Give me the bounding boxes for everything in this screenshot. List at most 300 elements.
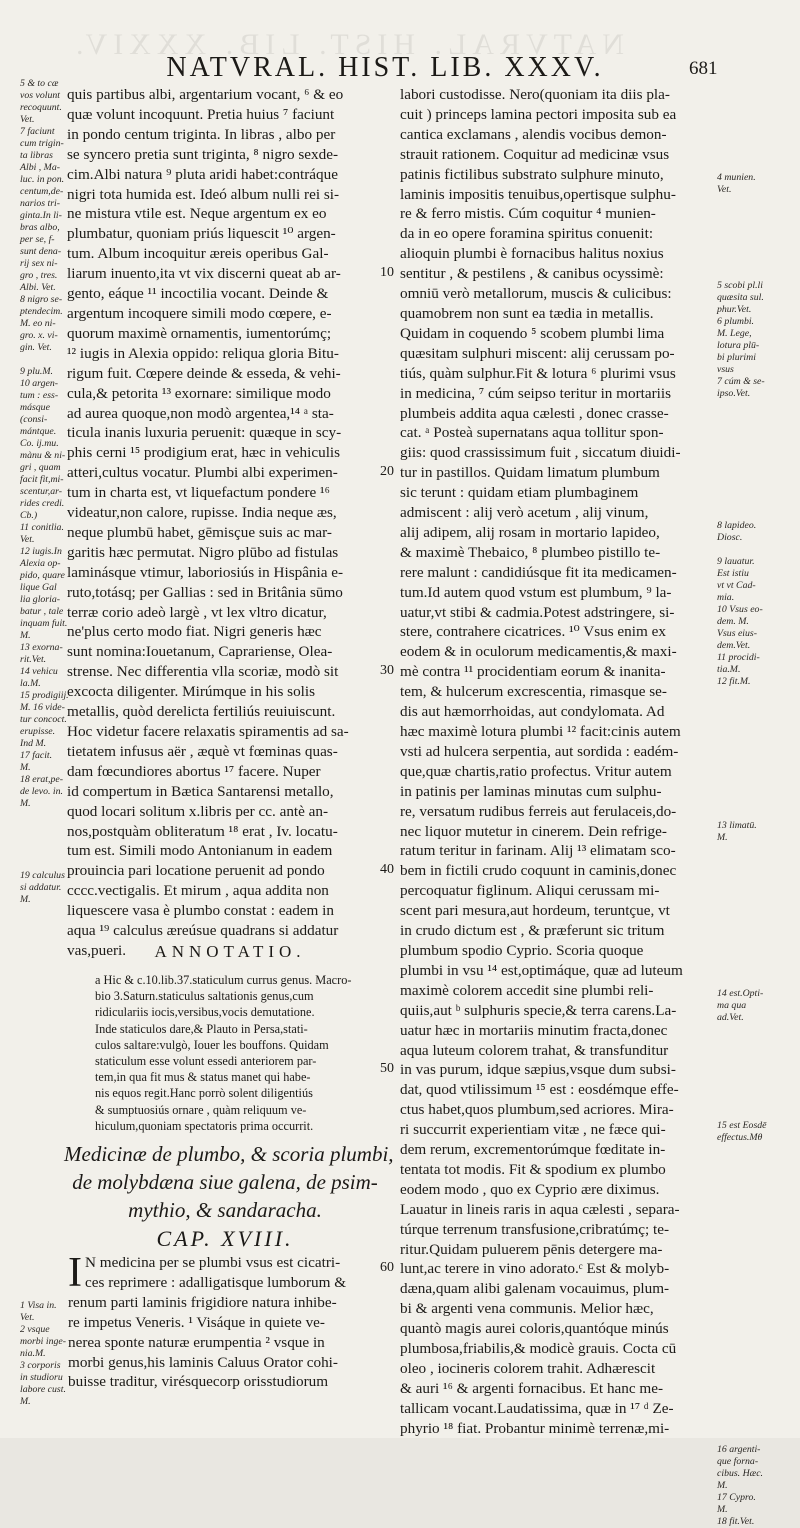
margin-note-line (717, 1264, 793, 1276)
text-line: uatur hæc in mortariis minutim fracta,donec (400, 1021, 668, 1039)
margin-note-line (717, 712, 793, 724)
margin-note-line (717, 796, 793, 808)
margin-note-line: Vet. (20, 534, 35, 545)
text-line: buisse traditur, virésquecorp orisstudiorum (68, 1373, 329, 1391)
margin-note-line (717, 448, 793, 460)
annotation-line: tem,in qua fit mus & status manet qui habe- (95, 1070, 311, 1085)
margin-note-line (717, 124, 793, 136)
margin-note-line (717, 1348, 793, 1360)
margin-note-line (717, 112, 793, 124)
margin-note-line (717, 412, 793, 424)
margin-note-line (717, 136, 793, 148)
margin-note-line (717, 1204, 793, 1216)
text-line: se syncero pretia sunt triginta, ⁸ nigro sexde- (67, 145, 339, 163)
text-line: nec liquor mutetur in cinerem. Dein refrige- (400, 822, 667, 840)
text-line: cim.Albi natura ⁹ pluta aridi habet:contráque (67, 165, 338, 183)
margin-note-line: ta libras (20, 150, 53, 161)
text-line: in crudo dictum est , & præferunt sic tritum (400, 922, 665, 940)
text-line: bem in fictili crudo coquunt in caminis,donec (400, 862, 677, 880)
text-line: aqua ¹⁹ calculus æreúsue quadrans si addatur (67, 922, 339, 940)
margin-note-line (717, 1024, 793, 1036)
right-text-column (400, 85, 715, 1439)
text-line: percoquatur figlinum. Aliqui cerussam mi- (400, 882, 660, 900)
text-line: & auri ¹⁶ & argenti fornacibus. Et hanc me- (400, 1379, 664, 1397)
text-line: sunt nomina:Iouetanum, Caprariense, Olea- (67, 643, 333, 661)
text-line: garitis hæc permutat. Nigro plūbo ad fistulas (67, 543, 339, 561)
text-line: nigri tota humida est. Ideó album nulli rei si- (67, 185, 340, 203)
margin-note-line: 17 facit. (20, 750, 53, 761)
chapter-title (64, 1140, 394, 1224)
text-line: prouincia pari locatione peruenit ad pondo (67, 862, 325, 880)
margin-note-line: Vsus eius- (717, 628, 758, 639)
text-line: ratum teritur in farinam. Alij ¹³ elimatam sco- (400, 842, 676, 860)
text-line: argentum incoquere simili modo cœpere, e- (67, 304, 332, 322)
margin-note-line (20, 354, 64, 366)
line-number: 20 (380, 464, 394, 480)
text-line: ri succurrit experientiam vitæ , ne fæce qui- (400, 1121, 666, 1139)
margin-note-line (717, 1060, 793, 1072)
text-line: cula,& petorita ¹³ exornare: similique modo (67, 384, 331, 402)
margin-note-line (717, 1084, 793, 1096)
margin-note-line: 15 prodigiij. (20, 690, 69, 701)
margin-note-line: M. (20, 630, 31, 641)
text-line: aqua luteum colorem trahat, & transfunditur (400, 1041, 669, 1059)
line-number: 10 (380, 265, 394, 281)
margin-note-line: ipso.Vet. (717, 388, 751, 399)
margin-note-line: 13 limatū. (717, 820, 757, 831)
text-line: dat, quod vtilissimum ¹⁵ est : eosdémque effe- (400, 1081, 679, 1099)
text-line: quod locari solitum x.libris per cc. antè an- (67, 802, 329, 820)
margin-note-line: 18 erat,pe- (20, 774, 63, 785)
text-line: sentitur , & pestilens , & canibus ocyssimè: (400, 265, 664, 283)
margin-note-line: vos volunt (20, 90, 60, 101)
text-line: renum parti laminis frigidiore natura inhibe- (68, 1293, 337, 1311)
margin-note-line: 7 faciunt (20, 126, 55, 137)
margin-note-line (717, 1396, 793, 1408)
text-line: in medicina, ⁷ cúm seipso teritur in mortariis (400, 384, 672, 402)
text-line: eodem modo , quo ex Cyprio ære diximus. (400, 1180, 660, 1198)
margin-note-line (717, 1420, 793, 1432)
text-line: dam fœcundiores abortus ¹⁷ facere. Nuper (67, 762, 321, 780)
margin-note-line (717, 1036, 793, 1048)
margin-note-line (717, 100, 793, 112)
margin-note-line: 7 cúm & se- (717, 376, 765, 387)
margin-note-line (717, 244, 793, 256)
margin-note-line (717, 544, 793, 556)
margin-note-line (717, 1276, 793, 1288)
margin-note-line: morbi inge- (20, 1336, 66, 1347)
right-margin-notes (717, 100, 793, 1528)
annotation-line: Inde staticulos dare,& Plauto in Persa,stati- (95, 1021, 308, 1036)
margin-note-line: M. 16 vide- (20, 702, 65, 713)
annotatio-text (95, 972, 383, 1134)
text-line: ritur.Quidam puluerem pēnis detergere ma- (400, 1240, 663, 1258)
margin-note-line: másque (20, 402, 50, 413)
margin-note-line (717, 1324, 793, 1336)
margin-note-line: facit fit,mi- (20, 474, 64, 485)
text-line: ces reprimere : adalligatisque lumborum & (85, 1273, 347, 1291)
text-line: morbi genus,his laminis Caluus Orator cohi- (68, 1353, 338, 1371)
page-number: 681 (689, 58, 718, 79)
margin-note-line (717, 1252, 793, 1264)
text-line: tum est. Simili modo Antonianum in eadem (67, 842, 333, 860)
text-line: rere malunt : candidiúsque fit ita medicamen- (400, 563, 677, 581)
margin-note-line (717, 784, 793, 796)
text-line: videatur,non calore, rupisse. India neque æs, (67, 504, 337, 522)
annotation-line: staticulum esse volunt essedi anteriorem par- (95, 1054, 317, 1069)
text-line: re, versatum rudibus ferreis aut ferulaceis,do- (400, 802, 677, 820)
text-line: atteri,cultus vocatur. Plumbi albi experimen- (67, 464, 338, 482)
text-line: dæna,quam alibi galenam vocauimus, plum- (400, 1280, 670, 1298)
margin-note-line: M. (717, 1504, 728, 1515)
margin-note-line: 9 lauatur. (717, 556, 755, 567)
margin-note-line (717, 904, 793, 916)
margin-note-line (717, 856, 793, 868)
margin-note-line: Albi , Ma- (20, 162, 60, 173)
margin-note-line: 11 procidi- (717, 652, 760, 663)
margin-note-line: mántque. (20, 426, 57, 437)
margin-note-line: 6 plumbi. (717, 316, 755, 327)
text-line: ctus habet,quos plumbum,sed acriores. Mira- (400, 1101, 674, 1119)
text-line: excocta diligenter. Mirúmque in his solis (67, 683, 316, 701)
margin-note-line (717, 508, 793, 520)
margin-note-line: dem.Vet. (717, 640, 751, 651)
text-line: neque plumbū habet, gēmisçue suis ac mar- (67, 523, 332, 541)
annotation-line: hiculum,quoniam spectatoris prima occurrit. (95, 1118, 314, 1133)
text-line: quæ volunt incoquunt. Pretia huius ⁷ faciunt (67, 105, 335, 123)
text-line: dis aut hæmorrhoidas, aut condylomata. Ad (400, 703, 665, 721)
annotation-line: nis equos regit.Hanc porrò solent diligentiús (95, 1086, 313, 1101)
margin-note-line (717, 1228, 793, 1240)
margin-note-line: Albi. Vet. (20, 282, 56, 293)
text-line: plumbeis addita aqua cælesti , donec crasse- (400, 404, 669, 422)
margin-note-line: 19 calculus (20, 870, 65, 881)
margin-note-line: 1 Visa in. (20, 1300, 57, 1311)
margin-note-line: lotura plū- (717, 340, 760, 351)
annotation-line: ridiculariis iocis,versibus,vocis demutatione. (95, 1005, 315, 1020)
margin-note-line: M. (20, 1396, 31, 1407)
text-line: túrque terrenum transfusione,cribratúmç; te- (400, 1220, 670, 1238)
margin-note-line: 17 Cypro. (717, 1492, 756, 1503)
margin-note-line: luc. in pon. (20, 174, 65, 185)
margin-note-line: 9 plu.M. (20, 366, 53, 377)
left-text-column (67, 85, 379, 961)
text-line: giis: quod crassissimum fuit , siccatum diuidi- (400, 444, 681, 462)
text-line: in vas purum, idque sæpius,vsque dum subsi- (400, 1061, 676, 1079)
margin-note-line: 12 fit.M. (717, 676, 751, 687)
margin-note-line (717, 808, 793, 820)
line-number: 30 (380, 663, 394, 679)
margin-note-line (717, 496, 793, 508)
margin-note-line (717, 232, 793, 244)
margin-note-line: que forna- (717, 1456, 759, 1467)
margin-note-line: M. (20, 798, 31, 809)
text-line: lunt,ac terere in vino adorato.ᶜ Est & molyb- (400, 1260, 670, 1278)
text-line: re & ferro mistis. Cúm coquitur ⁴ munien- (400, 205, 656, 223)
margin-note-line: 12 iugis.In (20, 546, 62, 557)
margin-note-line (717, 1312, 793, 1324)
margin-note-line: erupisse. (20, 726, 56, 737)
margin-note-line: recoquunt. (20, 102, 62, 113)
text-line: liarum inuento,ita vt vix discerni queat ab ar- (67, 265, 341, 283)
margin-note-line (717, 1168, 793, 1180)
margin-note-line (717, 1216, 793, 1228)
margin-note-line (717, 892, 793, 904)
text-line: uatur,vt stibi & cadmia.Potest adstringere, si- (400, 603, 675, 621)
margin-note-line (717, 880, 793, 892)
text-line: plumbi in vsu ¹⁴ est,optimáque, quæ ad luteum (400, 961, 683, 979)
margin-note-line (717, 1192, 793, 1204)
margin-note-line: per se, f- (20, 234, 55, 245)
text-line: quiis,aut ᵇ sulphuris specie,& terra carens.La- (400, 1001, 677, 1019)
text-line: phyrio ¹⁸ fiat. Probantur minimè terrenæ,mi- (400, 1419, 670, 1437)
text-line: in pondo centum triginta. In libras , albo per (67, 125, 336, 143)
margin-note-line: inquam fuit. (20, 618, 68, 629)
margin-note-line: M. (20, 894, 31, 905)
line-number: 40 (380, 862, 394, 878)
text-line: omniū verò metallorum, muscis & culicibus: (400, 285, 672, 303)
text-line: ruto,totásq; per Gallias : sed in Britânia sūmo (67, 583, 343, 601)
text-line: terræ corio adeò largè , vt lex vltro dicatur, (67, 603, 327, 621)
margin-note-line: in studioru (20, 1372, 63, 1383)
margin-note-line (717, 148, 793, 160)
text-line: bi & argenti vena communis. Melior hæc, (400, 1300, 654, 1318)
margin-note-line: 3 corporis (20, 1360, 61, 1371)
text-line: tiús, quàm sulphur.Fit & lotura ⁶ plurimi vsus (400, 364, 676, 382)
text-line: hæc maximè lotura plumbi ¹² facit:cinis autem (400, 723, 681, 740)
text-line: ne'plus certo modo fiat. Nigri generis hæc (67, 623, 322, 641)
margin-note-line: Vet. (20, 1312, 35, 1323)
text-line: que,quæ chartis,ratio profectus. Vritur autem (400, 762, 672, 780)
margin-note-line: Vet. (717, 184, 732, 195)
margin-note-line (717, 868, 793, 880)
text-line: Lauatur in lineis raris in aqua cælesti , separa- (400, 1200, 680, 1218)
text-line: N medicina per se plumbi vsus est cicatri- (85, 1254, 341, 1271)
margin-note-line: tur concoct. (20, 714, 67, 725)
text-line: dem rerum, excrementorúmque fœditate in- (400, 1141, 666, 1159)
text-line: nerea sponte naturæ erumpentia ² vsque in (68, 1333, 325, 1351)
margin-note-line (20, 810, 64, 822)
margin-note-line: ad.Vet. (717, 1012, 744, 1023)
margin-note-line: sunt dena- (20, 246, 62, 257)
text-line: vas,pueri. (67, 941, 127, 959)
margin-note-line: lia gloria- (20, 594, 61, 605)
margin-note-line (717, 940, 793, 952)
text-line: quæsitam sulphuri miscent: alij cerussam po- (400, 344, 675, 362)
margin-note-line: 8 nigro se- (20, 294, 63, 305)
text-line: tem, & hulcerum excrescentia, rimasque se- (400, 683, 667, 701)
margin-note-line: 8 lapideo. (717, 520, 757, 531)
margin-note-line: cibus. Hæc. (717, 1468, 763, 1479)
margin-note-line: 4 munien. (717, 172, 756, 183)
line-number: 50 (380, 1061, 394, 1077)
text-line: Quidam in coquendo ⁵ scobem plumbi lima (400, 324, 665, 342)
text-line: patinis fictilibus substrato sulphure minuto, (400, 165, 664, 183)
margin-note-line (717, 772, 793, 784)
chapter-title-line: de molybdæna siue galena, de psim- (72, 1170, 378, 1194)
margin-note-line (717, 688, 793, 700)
text-line: tum. Album incoquitur æreis operibus Gal- (67, 245, 329, 263)
annotatio-heading: ANNOTATIO. (154, 942, 306, 961)
margin-note-line: ma qua (717, 1000, 747, 1011)
margin-note-line (717, 928, 793, 940)
margin-note-line: M. (717, 832, 728, 843)
margin-note-line (717, 1048, 793, 1060)
margin-note-line: 5 scobi pl.li (717, 280, 763, 291)
text-line: tallicam vocant.Laudatissima, quæ in ¹⁷ ᵈ Ze- (400, 1399, 674, 1417)
margin-note-line (20, 834, 64, 846)
margin-note-line (717, 268, 793, 280)
margin-note-line (717, 964, 793, 976)
margin-note-line: dem. M. (717, 616, 749, 627)
margin-note-line (717, 700, 793, 712)
margin-note-line (717, 1072, 793, 1084)
margin-note-line: effectus.Mθ (717, 1132, 763, 1143)
margin-note-line: cum trigin- (20, 138, 64, 149)
text-line: strauit rationem. Coquitur ad medicinæ vsus (400, 145, 670, 163)
text-line: vsti ad hulcera serpentia, aut sordida : eadém- (400, 742, 679, 760)
text-line: id compertum in Bætica Santarensi metallo, (67, 782, 334, 800)
margin-note-line: Vet. (20, 114, 35, 125)
margin-note-line: 10 argen- (20, 378, 59, 389)
margin-note-line (717, 1144, 793, 1156)
margin-note-line: scentur,ar- (20, 486, 62, 497)
margin-note-line: 16 argenti- (717, 1444, 761, 1455)
left-margin-notes-bottom (20, 1300, 64, 1408)
margin-note-line (717, 196, 793, 208)
margin-note-line (717, 736, 793, 748)
margin-note-line (717, 1180, 793, 1192)
margin-note-line (717, 484, 793, 496)
margin-note-line: tum : ess- (20, 390, 59, 401)
margin-note-line (717, 1096, 793, 1108)
margin-note-line: 13 exorna- (20, 642, 63, 653)
margin-note-line: si addatur. (20, 882, 62, 893)
margin-note-line: mia. (717, 592, 735, 603)
margin-note-line: Alexia op- (20, 558, 61, 569)
margin-note-line: Co. ij.mu. (20, 438, 59, 449)
margin-note-line: vsus (717, 364, 734, 375)
chapter-title-line: Medicinæ de plumbo, & scoria plumbi, (64, 1142, 394, 1166)
annotation-line: culos saltare:vulgò, Iouer les bouffons. Quidam (95, 1037, 329, 1052)
text-line: liquescere vasa è plumbo constat : eadem in (67, 902, 334, 920)
margin-note-line (717, 1384, 793, 1396)
text-line: nos,postquàm obliteratum ¹⁸ erat , Iv. locatu- (67, 822, 338, 840)
margin-note-line (717, 1300, 793, 1312)
text-line: labori custodisse. Nero(quoniam ita diis pla- (400, 86, 670, 103)
margin-note-line (717, 952, 793, 964)
margin-note-line (717, 208, 793, 220)
margin-note-line: vt vt Cad- (717, 580, 756, 591)
text-line: quantò magis aurei coloris,quantóque minús (400, 1320, 669, 1338)
margin-note-line (717, 760, 793, 772)
margin-note-line (717, 220, 793, 232)
text-line: eodem & in oculorum medicamentis,& maxi- (400, 643, 677, 661)
margin-note-line: rides credi. (20, 498, 65, 509)
margin-note-line (717, 160, 793, 172)
text-line: ne mistura vtile est. Neque argentum ex eo (67, 205, 327, 223)
margin-note-line: 11 conitlia. (20, 522, 64, 533)
text-line: laminis impositis tenuibus,opertisque sulphu- (400, 185, 676, 203)
margin-note-line (717, 400, 793, 412)
text-line: quamobrem non sunt ea tædia in metallis. (400, 304, 654, 322)
text-line: tur in pastillos. Quidam limatum plumbum (400, 464, 660, 482)
margin-note-line: phur.Vet. (717, 304, 752, 315)
margin-note-line (717, 724, 793, 736)
margin-note-line (717, 436, 793, 448)
margin-note-line: ginta.In li- (20, 210, 62, 221)
margin-note-line (717, 1288, 793, 1300)
margin-note-line: 15 est Eosdē (717, 1120, 767, 1131)
show-through-ghost-text: NATVRAL. HIST. LIB. XXXIV. (70, 28, 625, 61)
margin-note-line: 10 Vsus eo- (717, 604, 763, 615)
text-line: strense. Nec differentia vlla scoriæ, modò sit (67, 663, 339, 681)
text-line: laminásque vtimur, laboriosiús in Hispânia e- (67, 563, 344, 581)
margin-note-line: 5 & to cæ (20, 78, 59, 89)
text-line: phis cerni ¹⁵ prodigium erat, hæc in vehiculis (67, 444, 341, 462)
margin-note-line (717, 976, 793, 988)
running-head: NATVRAL. HIST. LIB. XXXV. (166, 52, 604, 83)
margin-note-line (717, 1156, 793, 1168)
margin-note-line (717, 748, 793, 760)
text-line: ad aurea quoque,non modò argentea,¹⁴ ᵃ sta- (67, 404, 334, 422)
text-line: stere, contrahere cicatrices. ¹⁰ Vsus enim ex (400, 623, 666, 641)
margin-note-line: nia.M. (20, 1348, 46, 1359)
margin-note-line: M. (717, 1480, 728, 1491)
text-line: plumbosa,friabilis,& modicè grauis. Cocta cū (400, 1340, 677, 1358)
line-number: 60 (380, 1260, 394, 1276)
margin-note-line: gro , tres. (20, 270, 58, 281)
margin-note-line: lique Gal (20, 582, 57, 593)
margin-note-line (717, 460, 793, 472)
text-line: cccc.vectigalis. Et mirum , aqua addita non (67, 882, 329, 900)
margin-note-line: gin. Vet. (20, 342, 52, 353)
text-line: maximè colorem accedit sine plumbi reli- (400, 981, 654, 999)
margin-note-line (717, 424, 793, 436)
margin-note-line: la.M. (20, 678, 41, 689)
margin-note-line: mànu & ni- (20, 450, 66, 461)
margin-note-line (717, 472, 793, 484)
text-line: quis partibus albi, argentarium vocant, ⁶ & eo (67, 86, 344, 103)
margin-note-line: M. eo ni- (20, 318, 56, 329)
annotation-line: & sumptuosiús ornare , quàm reliquum ve- (95, 1102, 307, 1117)
margin-note-line: Est istiu (717, 568, 749, 579)
margin-note-line: 14 est.Opti- (717, 988, 764, 999)
chapter-number: CAP. XVIII. (156, 1226, 294, 1251)
margin-note-line (717, 916, 793, 928)
margin-note-line (717, 1360, 793, 1372)
margin-note-line: (consi- (20, 414, 48, 425)
margin-note-line: gro. x. vi- (20, 330, 58, 341)
text-line: da in eo opere foramina spiritus conuenit: (400, 225, 654, 243)
text-line: plumbum spodio Cyprio. Scoria quoque (400, 941, 644, 959)
margin-note-line: M. Lege, (717, 328, 752, 339)
text-line: tum.Id autem quod vstum est plumbum, ⁹ la- (400, 583, 672, 601)
margin-note-line: Cb.) (20, 510, 38, 521)
text-line: plumbatur, quoniam priús liquescit ¹⁰ argen- (67, 225, 336, 243)
text-line: Hoc videtur facere relaxatis spiramentis ad sa- (67, 723, 349, 740)
margin-note-line: bi plurimi (717, 352, 756, 363)
text-line: cantica exclamans , alendis vocibus demon- (400, 125, 667, 143)
text-line: admiscent : alij verò acetum , alij vinum, (400, 504, 649, 522)
margin-note-line: de levo. in. (20, 786, 63, 797)
text-line: oleo , iocineris colorem trahit. Adhærescit (400, 1360, 656, 1377)
margin-note-line: pido, quare (20, 570, 65, 581)
margin-note-line: labore cust. (20, 1384, 66, 1395)
text-line: alioquin plumbi è fornacibus halitus noxius (400, 245, 664, 263)
text-line: gento, eáque ¹¹ incoctilia vocant. Deinde & (67, 285, 329, 303)
text-line: cuit ) princeps lamina pectori imposita sub ea (400, 105, 677, 123)
